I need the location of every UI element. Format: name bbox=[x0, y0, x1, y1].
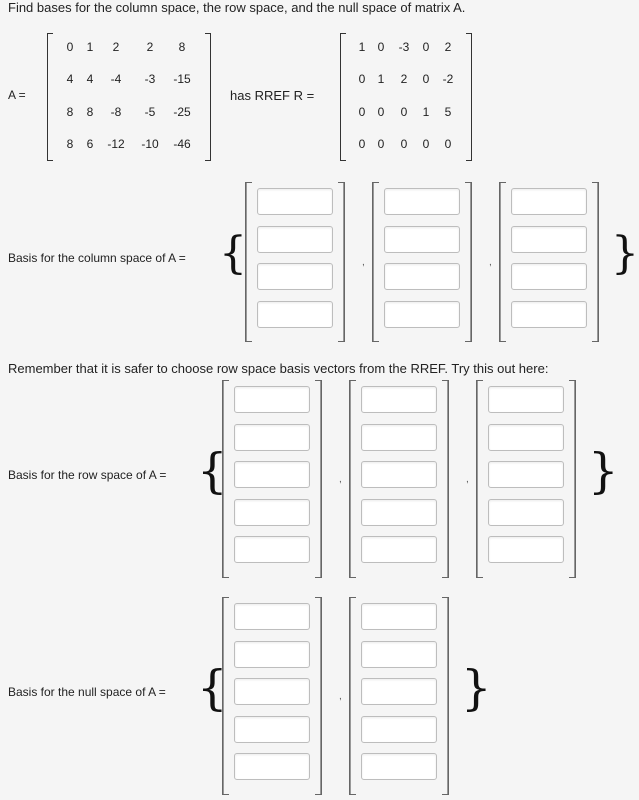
matrix-r-entry: 0 bbox=[358, 137, 366, 151]
column-space-vector-right-bracket bbox=[338, 182, 345, 342]
null-space-vector-1-entry-2-input[interactable] bbox=[234, 641, 310, 668]
matrix-a-entry: 0 bbox=[66, 40, 74, 54]
matrix-r-entry: -3 bbox=[398, 40, 410, 54]
null-space-vector-1-entry-4-input[interactable] bbox=[234, 716, 310, 743]
column-space-vector-2-entry-4-input[interactable] bbox=[384, 301, 460, 328]
row-space-vector-3-entry-5-input[interactable] bbox=[488, 536, 564, 563]
row-space-separator-comma: , bbox=[339, 473, 342, 485]
column-space-vector-left-bracket bbox=[499, 182, 506, 342]
column-space-vector-3-entry-2-input[interactable] bbox=[511, 226, 587, 253]
null-space-vector-1-entry-3-input[interactable] bbox=[234, 678, 310, 705]
matrix-r-entry: 1 bbox=[377, 72, 385, 86]
matrix-a-entry: -10 bbox=[141, 137, 159, 151]
matrix-r-entry: 0 bbox=[400, 105, 408, 119]
matrix-a-entry: 8 bbox=[178, 40, 186, 54]
null-space-vector-2-entry-1-input[interactable] bbox=[361, 603, 437, 630]
column-space-vector-2-entry-2-input[interactable] bbox=[384, 226, 460, 253]
row-space-vector-left-bracket bbox=[349, 380, 356, 578]
matrix-a-entry: 2 bbox=[112, 40, 120, 54]
row-space-label: Basis for the row space of A = bbox=[8, 468, 167, 482]
column-space-vector-right-bracket bbox=[465, 182, 472, 342]
row-space-vector-right-bracket bbox=[442, 380, 449, 578]
row-space-separator-comma: , bbox=[466, 473, 469, 485]
matrix-a-entry: 4 bbox=[66, 72, 74, 86]
matrix-a-right-bracket bbox=[205, 33, 211, 161]
column-space-vector-1-entry-2-input[interactable] bbox=[257, 226, 333, 253]
null-space-vector-1-entry-5-input[interactable] bbox=[234, 753, 310, 780]
matrix-a-entry: 6 bbox=[86, 137, 94, 151]
matrix-a-entry: -3 bbox=[144, 72, 156, 86]
matrix-a-entry: 8 bbox=[66, 137, 74, 151]
matrix-r-entry: -2 bbox=[442, 72, 454, 86]
row-space-vector-1-entry-5-input[interactable] bbox=[234, 536, 310, 563]
column-space-vector-3-entry-4-input[interactable] bbox=[511, 301, 587, 328]
null-space-vector-1-entry-1-input[interactable] bbox=[234, 603, 310, 630]
null-space-vector-2-entry-3-input[interactable] bbox=[361, 678, 437, 705]
matrix-a-entry: 1 bbox=[86, 40, 94, 54]
matrix-a-entry: -5 bbox=[144, 105, 156, 119]
matrix-r-entry: 2 bbox=[444, 40, 452, 54]
matrix-r-entry: 0 bbox=[377, 40, 385, 54]
null-space-separator-comma: , bbox=[339, 690, 342, 702]
column-space-separator-comma: , bbox=[489, 257, 492, 268]
null-space-vector-2-entry-2-input[interactable] bbox=[361, 641, 437, 668]
column-space-close-brace: } bbox=[611, 228, 639, 279]
matrix-r-entry: 5 bbox=[444, 105, 452, 119]
matrix-a-entry: 4 bbox=[86, 72, 94, 86]
matrix-a-entry: -15 bbox=[173, 72, 191, 86]
row-space-note: Remember that it is safer to choose row space basis vectors from the RREF. Try this out here: bbox=[8, 361, 549, 376]
row-space-vector-right-bracket bbox=[569, 380, 576, 578]
matrix-r-entry: 1 bbox=[422, 105, 430, 119]
matrix-r-entry: 0 bbox=[444, 137, 452, 151]
null-space-label: Basis for the null space of A = bbox=[8, 685, 166, 699]
problem-prompt: Find bases for the column space, the row space, and the null space of matrix A. bbox=[8, 0, 466, 15]
column-space-open-brace: { bbox=[219, 228, 247, 279]
column-space-vector-3-entry-1-input[interactable] bbox=[511, 188, 587, 215]
row-space-vector-1-entry-4-input[interactable] bbox=[234, 499, 310, 526]
row-space-vector-2-entry-1-input[interactable] bbox=[361, 386, 437, 413]
matrix-a-left-bracket bbox=[47, 33, 53, 161]
matrix-a-entry: 8 bbox=[66, 105, 74, 119]
matrix-r-entry: 0 bbox=[400, 137, 408, 151]
matrix-r-entry: 0 bbox=[422, 40, 430, 54]
row-space-vector-right-bracket bbox=[315, 380, 322, 578]
matrix-r-entry: 0 bbox=[422, 137, 430, 151]
column-space-vector-right-bracket bbox=[592, 182, 599, 342]
null-space-vector-right-bracket bbox=[442, 597, 449, 795]
row-space-vector-1-entry-1-input[interactable] bbox=[234, 386, 310, 413]
matrix-a-entry: 8 bbox=[86, 105, 94, 119]
matrix-a-entry: -25 bbox=[173, 105, 191, 119]
null-space-vector-2-entry-4-input[interactable] bbox=[361, 716, 437, 743]
row-space-vector-2-entry-2-input[interactable] bbox=[361, 424, 437, 451]
row-space-vector-2-entry-3-input[interactable] bbox=[361, 461, 437, 488]
row-space-vector-3-entry-1-input[interactable] bbox=[488, 386, 564, 413]
column-space-vector-1-entry-4-input[interactable] bbox=[257, 301, 333, 328]
column-space-label: Basis for the column space of A = bbox=[8, 251, 186, 265]
matrix-r-left-bracket bbox=[340, 33, 346, 161]
matrix-a-entry: -4 bbox=[110, 72, 122, 86]
column-space-vector-1-entry-3-input[interactable] bbox=[257, 263, 333, 290]
matrix-r-entry: 0 bbox=[377, 137, 385, 151]
row-space-vector-2-entry-4-input[interactable] bbox=[361, 499, 437, 526]
matrix-r-right-bracket bbox=[466, 33, 472, 161]
matrix-r-entry: 2 bbox=[400, 72, 408, 86]
row-space-vector-1-entry-3-input[interactable] bbox=[234, 461, 310, 488]
null-space-close-brace: } bbox=[461, 660, 492, 716]
matrix-a-entry: -8 bbox=[110, 105, 122, 119]
column-space-vector-left-bracket bbox=[372, 182, 379, 342]
column-space-vector-2-entry-1-input[interactable] bbox=[384, 188, 460, 215]
row-space-vector-left-bracket bbox=[476, 380, 483, 578]
row-space-vector-3-entry-2-input[interactable] bbox=[488, 424, 564, 451]
matrix-a-entry: -46 bbox=[173, 137, 191, 151]
column-space-vector-3-entry-3-input[interactable] bbox=[511, 263, 587, 290]
matrix-a-entry: -12 bbox=[107, 137, 125, 151]
matrix-r-entry: 1 bbox=[358, 40, 366, 54]
matrix-r-entry: 0 bbox=[422, 72, 430, 86]
row-space-vector-1-entry-2-input[interactable] bbox=[234, 424, 310, 451]
column-space-separator-comma: , bbox=[362, 257, 365, 268]
row-space-close-brace: } bbox=[588, 443, 619, 499]
row-space-vector-3-entry-4-input[interactable] bbox=[488, 499, 564, 526]
matrix-a-entry: 2 bbox=[146, 40, 154, 54]
column-space-vector-2-entry-3-input[interactable] bbox=[384, 263, 460, 290]
row-space-open-brace: { bbox=[197, 443, 228, 499]
row-space-vector-3-entry-3-input[interactable] bbox=[488, 461, 564, 488]
null-space-vector-left-bracket bbox=[349, 597, 356, 795]
null-space-open-brace: { bbox=[197, 660, 228, 716]
matrix-r-entry: 0 bbox=[377, 105, 385, 119]
matrix-r-entry: 0 bbox=[358, 72, 366, 86]
rref-label: has RREF R = bbox=[230, 88, 315, 103]
matrix-a-label: A = bbox=[8, 88, 26, 102]
column-space-vector-1-entry-1-input[interactable] bbox=[257, 188, 333, 215]
null-space-vector-right-bracket bbox=[315, 597, 322, 795]
null-space-vector-2-entry-5-input[interactable] bbox=[361, 753, 437, 780]
row-space-vector-2-entry-5-input[interactable] bbox=[361, 536, 437, 563]
matrix-r-entry: 0 bbox=[358, 105, 366, 119]
